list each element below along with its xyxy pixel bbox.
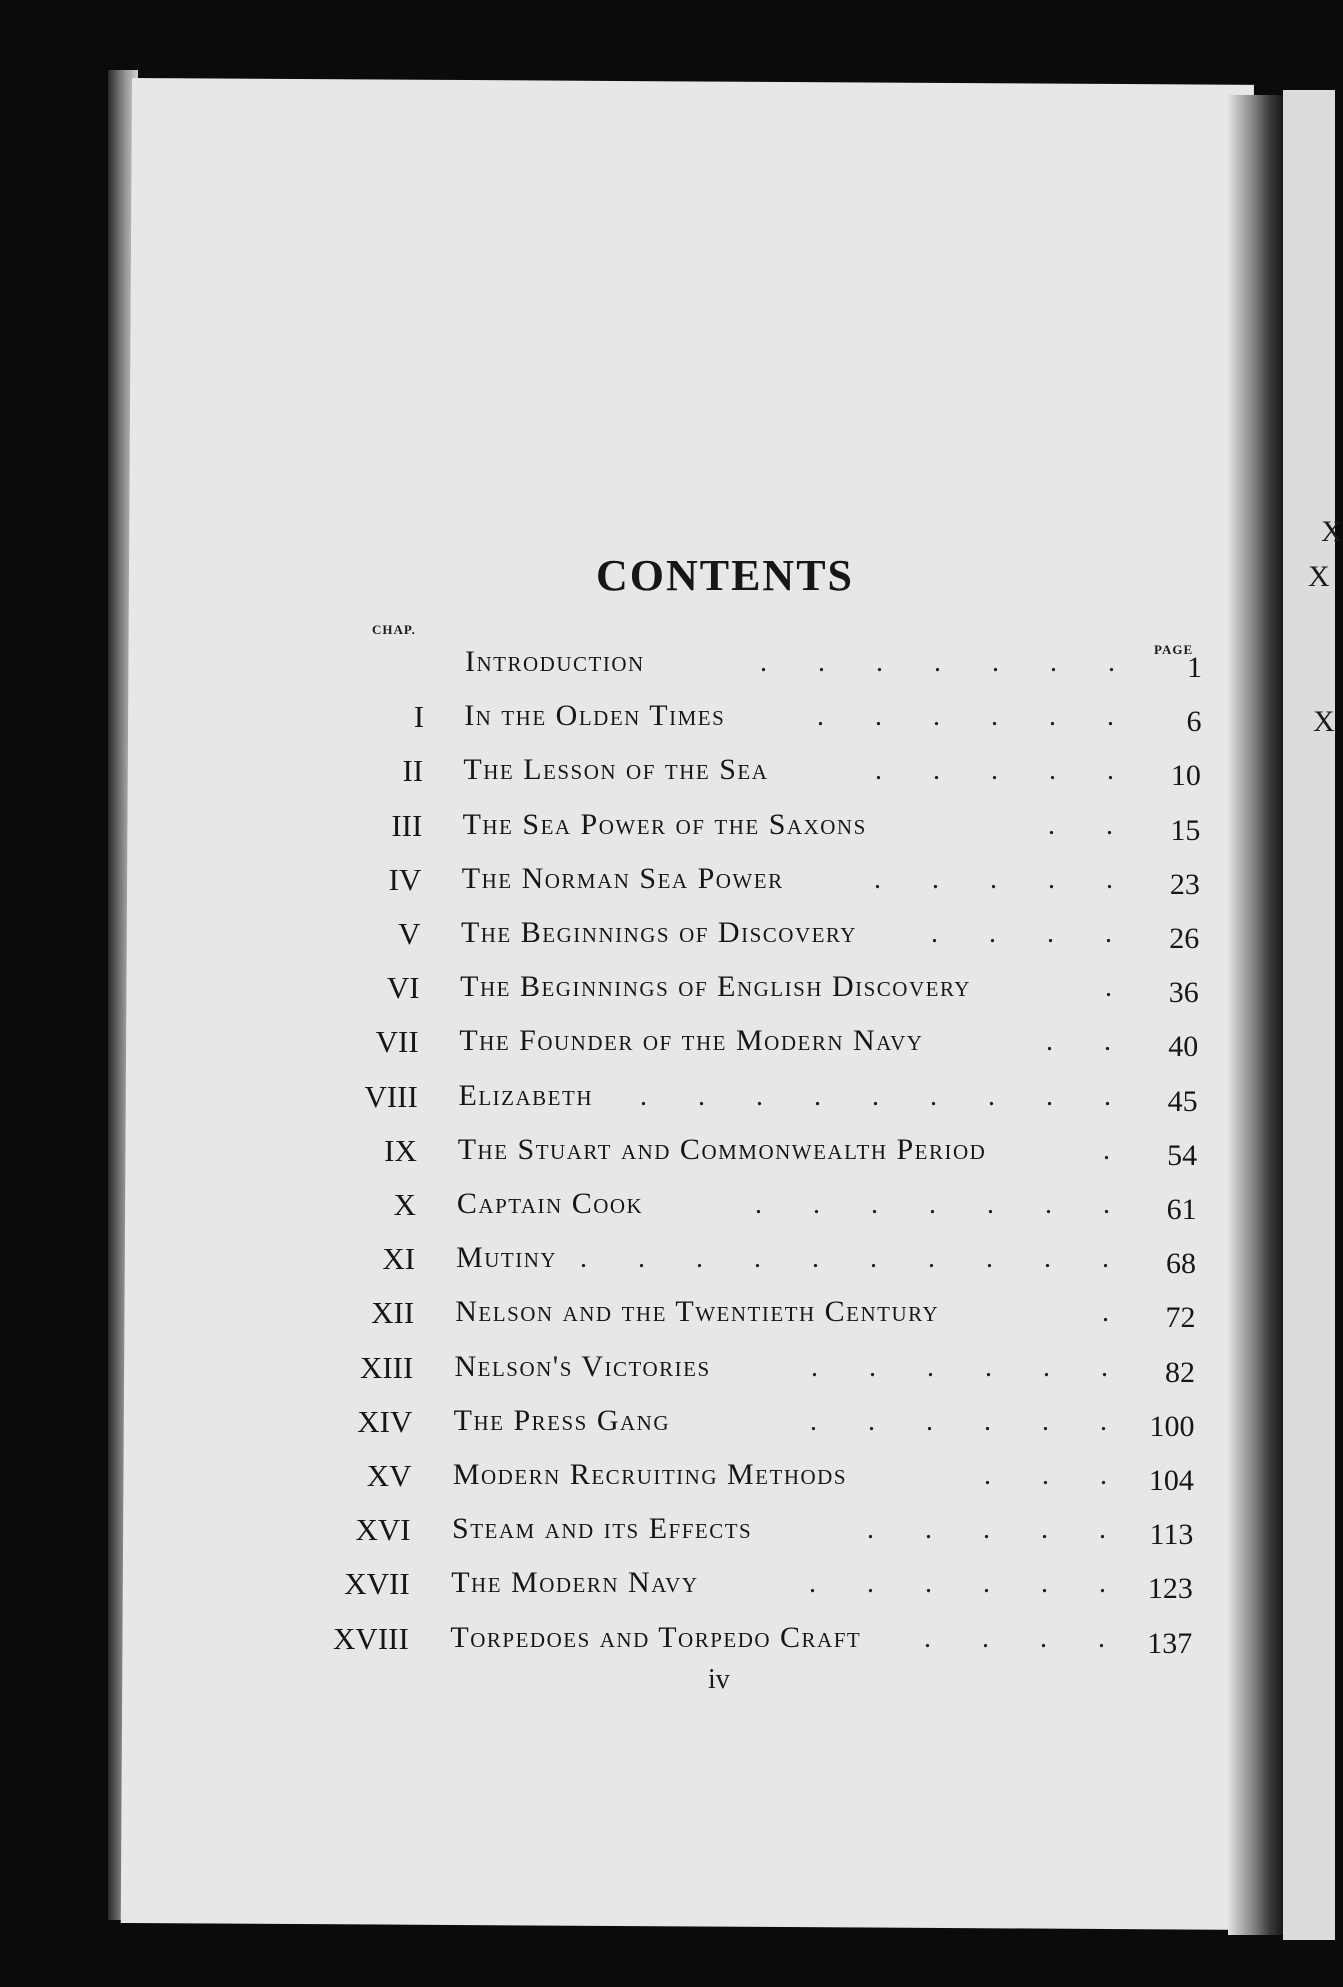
chapter-number: XVIII xyxy=(333,1620,409,1656)
chapter-number: XIV xyxy=(357,1403,413,1439)
chapter-number: XV xyxy=(366,1458,412,1493)
dot-leader: . . . . . . . . . xyxy=(640,1080,1133,1112)
chapter-title: The Press Gang xyxy=(453,1403,671,1437)
page-number: 23 xyxy=(1169,867,1200,901)
toc-entry xyxy=(0,645,1335,695)
dot-leader: . . . xyxy=(984,1460,1129,1491)
chapter-title: Nelson's Victories xyxy=(454,1349,711,1383)
toc-entry xyxy=(0,916,1335,966)
chapter-title: The Beginnings of English Discovery xyxy=(460,970,971,1004)
chapter-title: Mutiny xyxy=(456,1241,558,1275)
dot-leader: . xyxy=(1102,1297,1131,1329)
page-number: 68 xyxy=(1166,1247,1197,1281)
chapter-number: IV xyxy=(388,861,422,897)
chapter-number: X xyxy=(393,1187,416,1222)
page-number: 6 xyxy=(1186,705,1202,739)
page-number: 123 xyxy=(1147,1572,1193,1606)
contents-heading: CONTENTS xyxy=(595,551,855,600)
chapter-number: I xyxy=(413,699,425,735)
page-number: 104 xyxy=(1148,1464,1194,1497)
chapter-number: XVI xyxy=(355,1512,411,1548)
toc-entry xyxy=(0,970,1335,1020)
dot-leader: . . . . . . . xyxy=(760,647,1137,678)
chapter-number: VI xyxy=(386,970,420,1006)
chapter-title: In the Olden Times xyxy=(464,699,726,733)
toc-entry xyxy=(0,1133,1335,1183)
chapter-title: Nelson and the Twentieth Century xyxy=(455,1295,940,1329)
page-number-footer: iv xyxy=(708,1664,730,1695)
page-number: 10 xyxy=(1170,759,1201,793)
dot-leader: . xyxy=(1103,1134,1132,1166)
toc-entry xyxy=(0,1295,1335,1345)
toc-entry xyxy=(0,1458,1335,1508)
toc-entry xyxy=(0,1241,1335,1291)
chapter-title: The Norman Sea Power xyxy=(461,861,784,895)
page-number: 54 xyxy=(1167,1138,1198,1172)
dot-leader: . . . . xyxy=(931,918,1134,949)
page-number: 100 xyxy=(1149,1409,1195,1443)
chapter-title: The Stuart and Commonwealth Period xyxy=(457,1132,987,1166)
page-number: 61 xyxy=(1166,1193,1197,1226)
dot-leader: . xyxy=(1105,972,1134,1004)
chapter-title: The Lesson of the Sea xyxy=(463,753,769,787)
toc-entry xyxy=(0,1079,1335,1129)
dot-leader: . . . . . xyxy=(875,755,1136,787)
toc-entry xyxy=(0,1566,1335,1616)
chapter-number: XVII xyxy=(344,1566,410,1602)
dot-leader: . . . . . . xyxy=(809,1568,1128,1600)
page-column-label: PAGE xyxy=(1154,642,1194,657)
chapter-number: VIII xyxy=(364,1078,418,1114)
chapter-title: Captain Cook xyxy=(456,1187,644,1220)
page-number: 40 xyxy=(1168,1030,1199,1064)
chapter-number: XI xyxy=(382,1241,416,1277)
chapter-title: The Modern Navy xyxy=(451,1566,699,1600)
dot-leader: . . . . . xyxy=(867,1514,1128,1546)
chapter-number: V xyxy=(398,916,421,951)
dot-leader: . . . . . . . xyxy=(755,1189,1132,1220)
chapter-title: Torpedoes and Torpedo Craft xyxy=(450,1620,862,1654)
toc-entry xyxy=(0,808,1335,858)
dot-leader: . . . . . . xyxy=(811,1351,1130,1383)
chapter-number: III xyxy=(391,807,423,843)
chapter-title: The Beginnings of Discovery xyxy=(460,916,857,949)
chapter-number: IX xyxy=(384,1132,417,1168)
page-number: 26 xyxy=(1169,922,1200,955)
chapter-title: The Founder of the Modern Navy xyxy=(459,1024,924,1058)
toc-entry xyxy=(0,1404,1335,1454)
toc-entry xyxy=(0,1350,1335,1400)
page-number: 113 xyxy=(1149,1518,1194,1552)
dot-leader: . . xyxy=(1046,1026,1133,1058)
chapter-title: The Sea Power of the Saxons xyxy=(462,807,867,841)
chapter-title: Introduction xyxy=(465,645,645,678)
toc-entry xyxy=(0,753,1335,803)
page-number: 137 xyxy=(1147,1626,1193,1660)
chapter-title: Modern Recruiting Methods xyxy=(452,1458,848,1491)
page-number: 15 xyxy=(1170,813,1201,847)
dot-leader: . . . . . xyxy=(874,863,1135,895)
toc-entry xyxy=(0,1512,1335,1562)
page-number: 1 xyxy=(1187,651,1202,684)
page-number: 82 xyxy=(1164,1355,1195,1389)
dot-leader: . . . . . . xyxy=(810,1405,1129,1437)
chapter-number: XII xyxy=(371,1295,415,1331)
chapter-title: Elizabeth xyxy=(458,1078,593,1112)
toc-entry xyxy=(0,699,1335,749)
facing-page-fragment: X xyxy=(1321,515,1343,548)
page-number: 45 xyxy=(1167,1084,1198,1118)
chapter-number: XIII xyxy=(359,1349,414,1385)
dot-leader: . . xyxy=(1048,809,1135,841)
page-number: 36 xyxy=(1168,976,1199,1010)
facing-page-fragment: X xyxy=(1308,560,1330,593)
dot-leader: . . . . . . xyxy=(817,701,1136,733)
dot-leader: . . . . xyxy=(924,1622,1127,1654)
page-number: 72 xyxy=(1165,1301,1196,1335)
dot-leader: . . . . . . . . . . xyxy=(580,1243,1131,1275)
toc-entry xyxy=(0,862,1335,912)
chap-column-label: CHAP. xyxy=(372,622,416,637)
chapter-number: VII xyxy=(375,1024,419,1060)
chapter-number: II xyxy=(402,753,424,789)
chapter-title: Steam and its Effects xyxy=(452,1512,753,1546)
facing-page-fragment: X xyxy=(1313,705,1335,738)
toc-entry xyxy=(0,1621,1335,1671)
toc-entry xyxy=(0,1187,1335,1237)
toc-entry xyxy=(0,1024,1335,1074)
